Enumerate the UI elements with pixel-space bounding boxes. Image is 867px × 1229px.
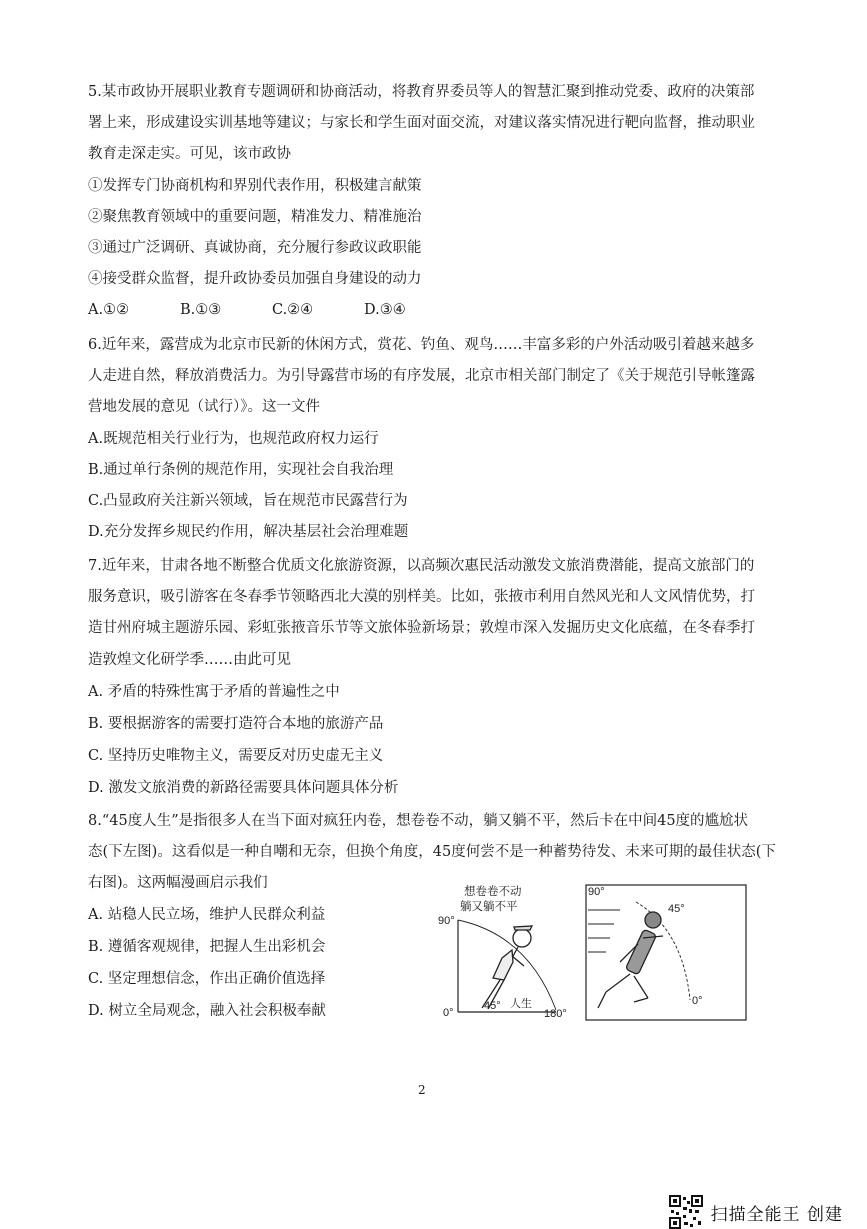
comic-right xyxy=(586,885,746,1020)
running-robot-drawing xyxy=(598,912,663,1008)
q7-stem-line-3: 造甘州府城主题游乐园、彩虹张掖音乐节等文旅体验新场景；敦煌市深入发掘历史文化底蕴，在冬春季打 xyxy=(88,620,755,636)
person-head xyxy=(513,929,531,947)
comic-left-label-45: 45° xyxy=(484,1000,501,1012)
comic-left-label-180: 180° xyxy=(544,1008,567,1020)
q7-option-a: A. 矛盾的特殊性寓于矛盾的普遍性之中 xyxy=(88,684,340,700)
q8-option-d: D. 树立全局观念，融入社会积极奉献 xyxy=(88,1003,326,1019)
robot-leg-back xyxy=(606,974,630,992)
comic-right-label-0: 0° xyxy=(692,995,703,1007)
q8-stem-line-2: 态(下左图)。这看似是一种自嘲和无奈，但换个角度，45度何尝不是一种蓄势待发、未来可期的最佳状态(下 xyxy=(88,844,776,860)
comic-left-label-90: 90° xyxy=(438,915,455,927)
qr-code-icon xyxy=(669,1195,703,1229)
q8-option-a: A. 站稳人民立场，维护人民群众利益 xyxy=(88,907,326,923)
q5-stem-line-1: 5.某市政协开展职业教育专题调研和协商活动，将教育界委员等人的智慧汇聚到推动党委、政府的决策部 xyxy=(88,84,755,100)
q5-option-c: C.②④ xyxy=(272,302,314,318)
q8-stem-line-1: 8.“45度人生”是指很多人在当下面对疯狂内卷，想卷卷不动，躺又躺不平，然后卡在中间45度的尴尬状 xyxy=(88,813,749,829)
q5-option-d: D.③④ xyxy=(364,302,406,318)
comic-left-label-0: 0° xyxy=(443,1007,454,1019)
scanner-app-text: 扫描全能王 创建 xyxy=(710,1204,843,1225)
comic-right-label-45: 45° xyxy=(668,903,685,915)
q5-item-4: ④接受群众监督，提升政协委员加强自身建设的动力 xyxy=(88,271,422,287)
person-body xyxy=(493,950,513,980)
q6-option-d: D.充分发挥乡规民约作用，解决基层社会治理难题 xyxy=(88,524,409,540)
robot-shin-back xyxy=(598,992,606,1008)
q6-stem-line-2: 人走进自然，释放消费活力。为引导露营市场的有序发展，北京市相关部门制定了《关于规范引导帐篷露 xyxy=(88,368,755,384)
q6-option-a: A.既规范相关行业行为，也规范政府权力运行 xyxy=(88,431,379,447)
q8-option-c: C. 坚定理想信念，作出正确价值选择 xyxy=(88,971,326,987)
q6-stem-line-1: 6.近年来，露营成为北京市民新的休闲方式，赏花、钓鱼、观鸟……丰富多彩的户外活动吸引着越来越多 xyxy=(88,337,755,353)
robot-head xyxy=(645,912,661,928)
q5-options xyxy=(88,300,788,320)
q6-option-b: B.通过单行条例的规范作用，实现社会自我治理 xyxy=(88,462,394,478)
comics-figure xyxy=(438,880,748,1025)
q7-option-d: D. 激发文旅消费的新路径需要具体问题具体分析 xyxy=(88,780,399,796)
q8-option-b: B. 遵循客观规律，把握人生出彩机会 xyxy=(88,939,326,955)
comic-left-caption-1: 想卷卷不动 xyxy=(464,886,522,898)
scanner-watermark xyxy=(669,1195,843,1229)
q7-stem-line-4: 造敦煌文化研学季……由此可见 xyxy=(88,652,291,668)
q7-stem-line-2: 服务意识，吸引游客在冬春季节领略西北大漠的别样美。比如，张掖市利用自然风光和人文风情优势，打 xyxy=(88,589,755,605)
comic-left-caption-2: 躺又躺不平 xyxy=(460,901,518,913)
q5-stem-line-2: 署上来，形成建设实训基地等建议；与家长和学生面对面交流，对建议落实情况进行靶向监督，推动职业 xyxy=(88,115,755,131)
q5-item-1: ①发挥专门协商机构和界别代表作用，积极建言献策 xyxy=(88,178,422,194)
q7-stem-line-1: 7.近年来，甘肃各地不断整合优质文化旅游资源，以高频次惠民活动激发文旅消费潜能，提高文旅部门的 xyxy=(88,558,755,574)
q5-item-2: ②聚焦教育领域中的重要问题，精准发力、精准施治 xyxy=(88,209,422,225)
person-arm xyxy=(512,956,524,966)
q6-option-c: C.凸显政府关注新兴领域，旨在规范市民露营行为 xyxy=(88,493,408,509)
q7-option-c: C. 坚持历史唯物主义，需要反对历史虚无主义 xyxy=(88,748,384,764)
q5-stem-line-3: 教育走深走实。可见，该市政协 xyxy=(88,146,291,162)
comic-right-label-90: 90° xyxy=(588,886,605,898)
robot-leg-front xyxy=(634,976,648,998)
q8-stem-line-3: 右图)。这两幅漫画启示我们 xyxy=(88,875,268,891)
comic-left-label-life: 人生 xyxy=(510,998,532,1010)
person-hat xyxy=(514,926,532,930)
page-number: 2 xyxy=(418,1083,426,1097)
q5-option-b: B.①③ xyxy=(180,302,222,318)
robot-shin-front xyxy=(634,998,648,1002)
q6-stem-line-3: 营地发展的意见（试行）》。这一文件 xyxy=(88,399,320,415)
leaning-person-drawing xyxy=(482,926,532,1009)
comic-right-frame xyxy=(586,885,746,1020)
q5-item-3: ③通过广泛调研、真诚协商，充分履行参政议政职能 xyxy=(88,240,422,256)
comic-left xyxy=(438,884,567,1020)
q5-option-a: A.①② xyxy=(88,302,130,318)
q7-option-b: B. 要根据游客的需要打造符合本地的旅游产品 xyxy=(88,716,384,732)
